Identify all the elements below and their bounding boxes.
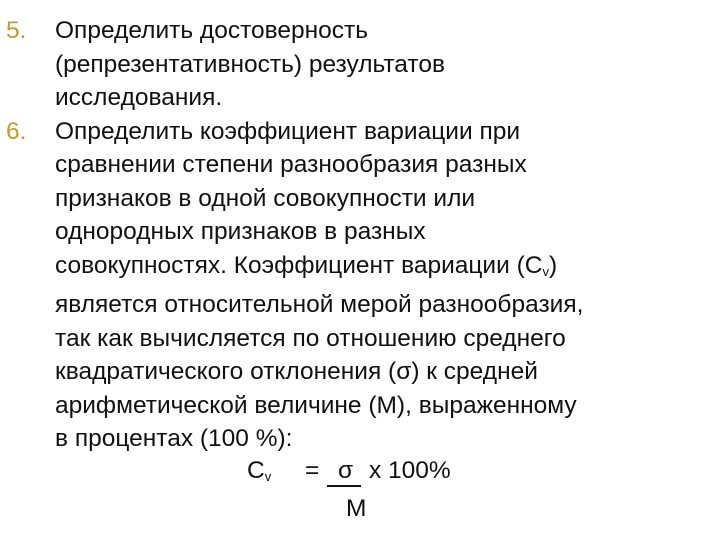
text-line: арифметической величине (М), выраженному xyxy=(55,391,577,419)
formula-numerator: σ xyxy=(338,457,354,484)
fraction-bar xyxy=(327,485,361,487)
list-number: 6. xyxy=(6,117,27,145)
subscript: v xyxy=(542,263,549,279)
text-line: является относительной мерой разнообразия, xyxy=(55,291,584,318)
text-line-part: ) xyxy=(548,251,558,279)
text-line: однородных признаков в разных xyxy=(55,218,426,245)
formula-lhs-subscript: v xyxy=(264,469,272,484)
text-line: Определить достоверность xyxy=(55,17,369,44)
text-line: Определить коэффициент вариации при xyxy=(55,117,521,145)
text-line-part: совокупностях. Коэффициент вариации (C xyxy=(55,251,543,279)
formula-multiplier: х 100% xyxy=(369,457,451,484)
text-line: признаков в одной совокупности или xyxy=(55,184,476,212)
text-line: квадратического отклонения (σ) к средней xyxy=(55,358,538,385)
list-number: 5. xyxy=(6,17,27,44)
formula-lhs xyxy=(247,457,271,485)
text-line: так как вычисляется по отношению среднего xyxy=(55,324,566,352)
formula-equals: = xyxy=(305,457,320,484)
text-line: в процентах (100 %): xyxy=(55,425,293,452)
formula-lhs-symbol: C xyxy=(247,457,265,484)
text-line: сравнении степени разнообразия разных xyxy=(55,151,527,178)
formula-denominator: М xyxy=(346,495,367,522)
text-line: исследования. xyxy=(55,84,223,111)
text-line: (репрезентативность) результатов xyxy=(55,50,445,78)
